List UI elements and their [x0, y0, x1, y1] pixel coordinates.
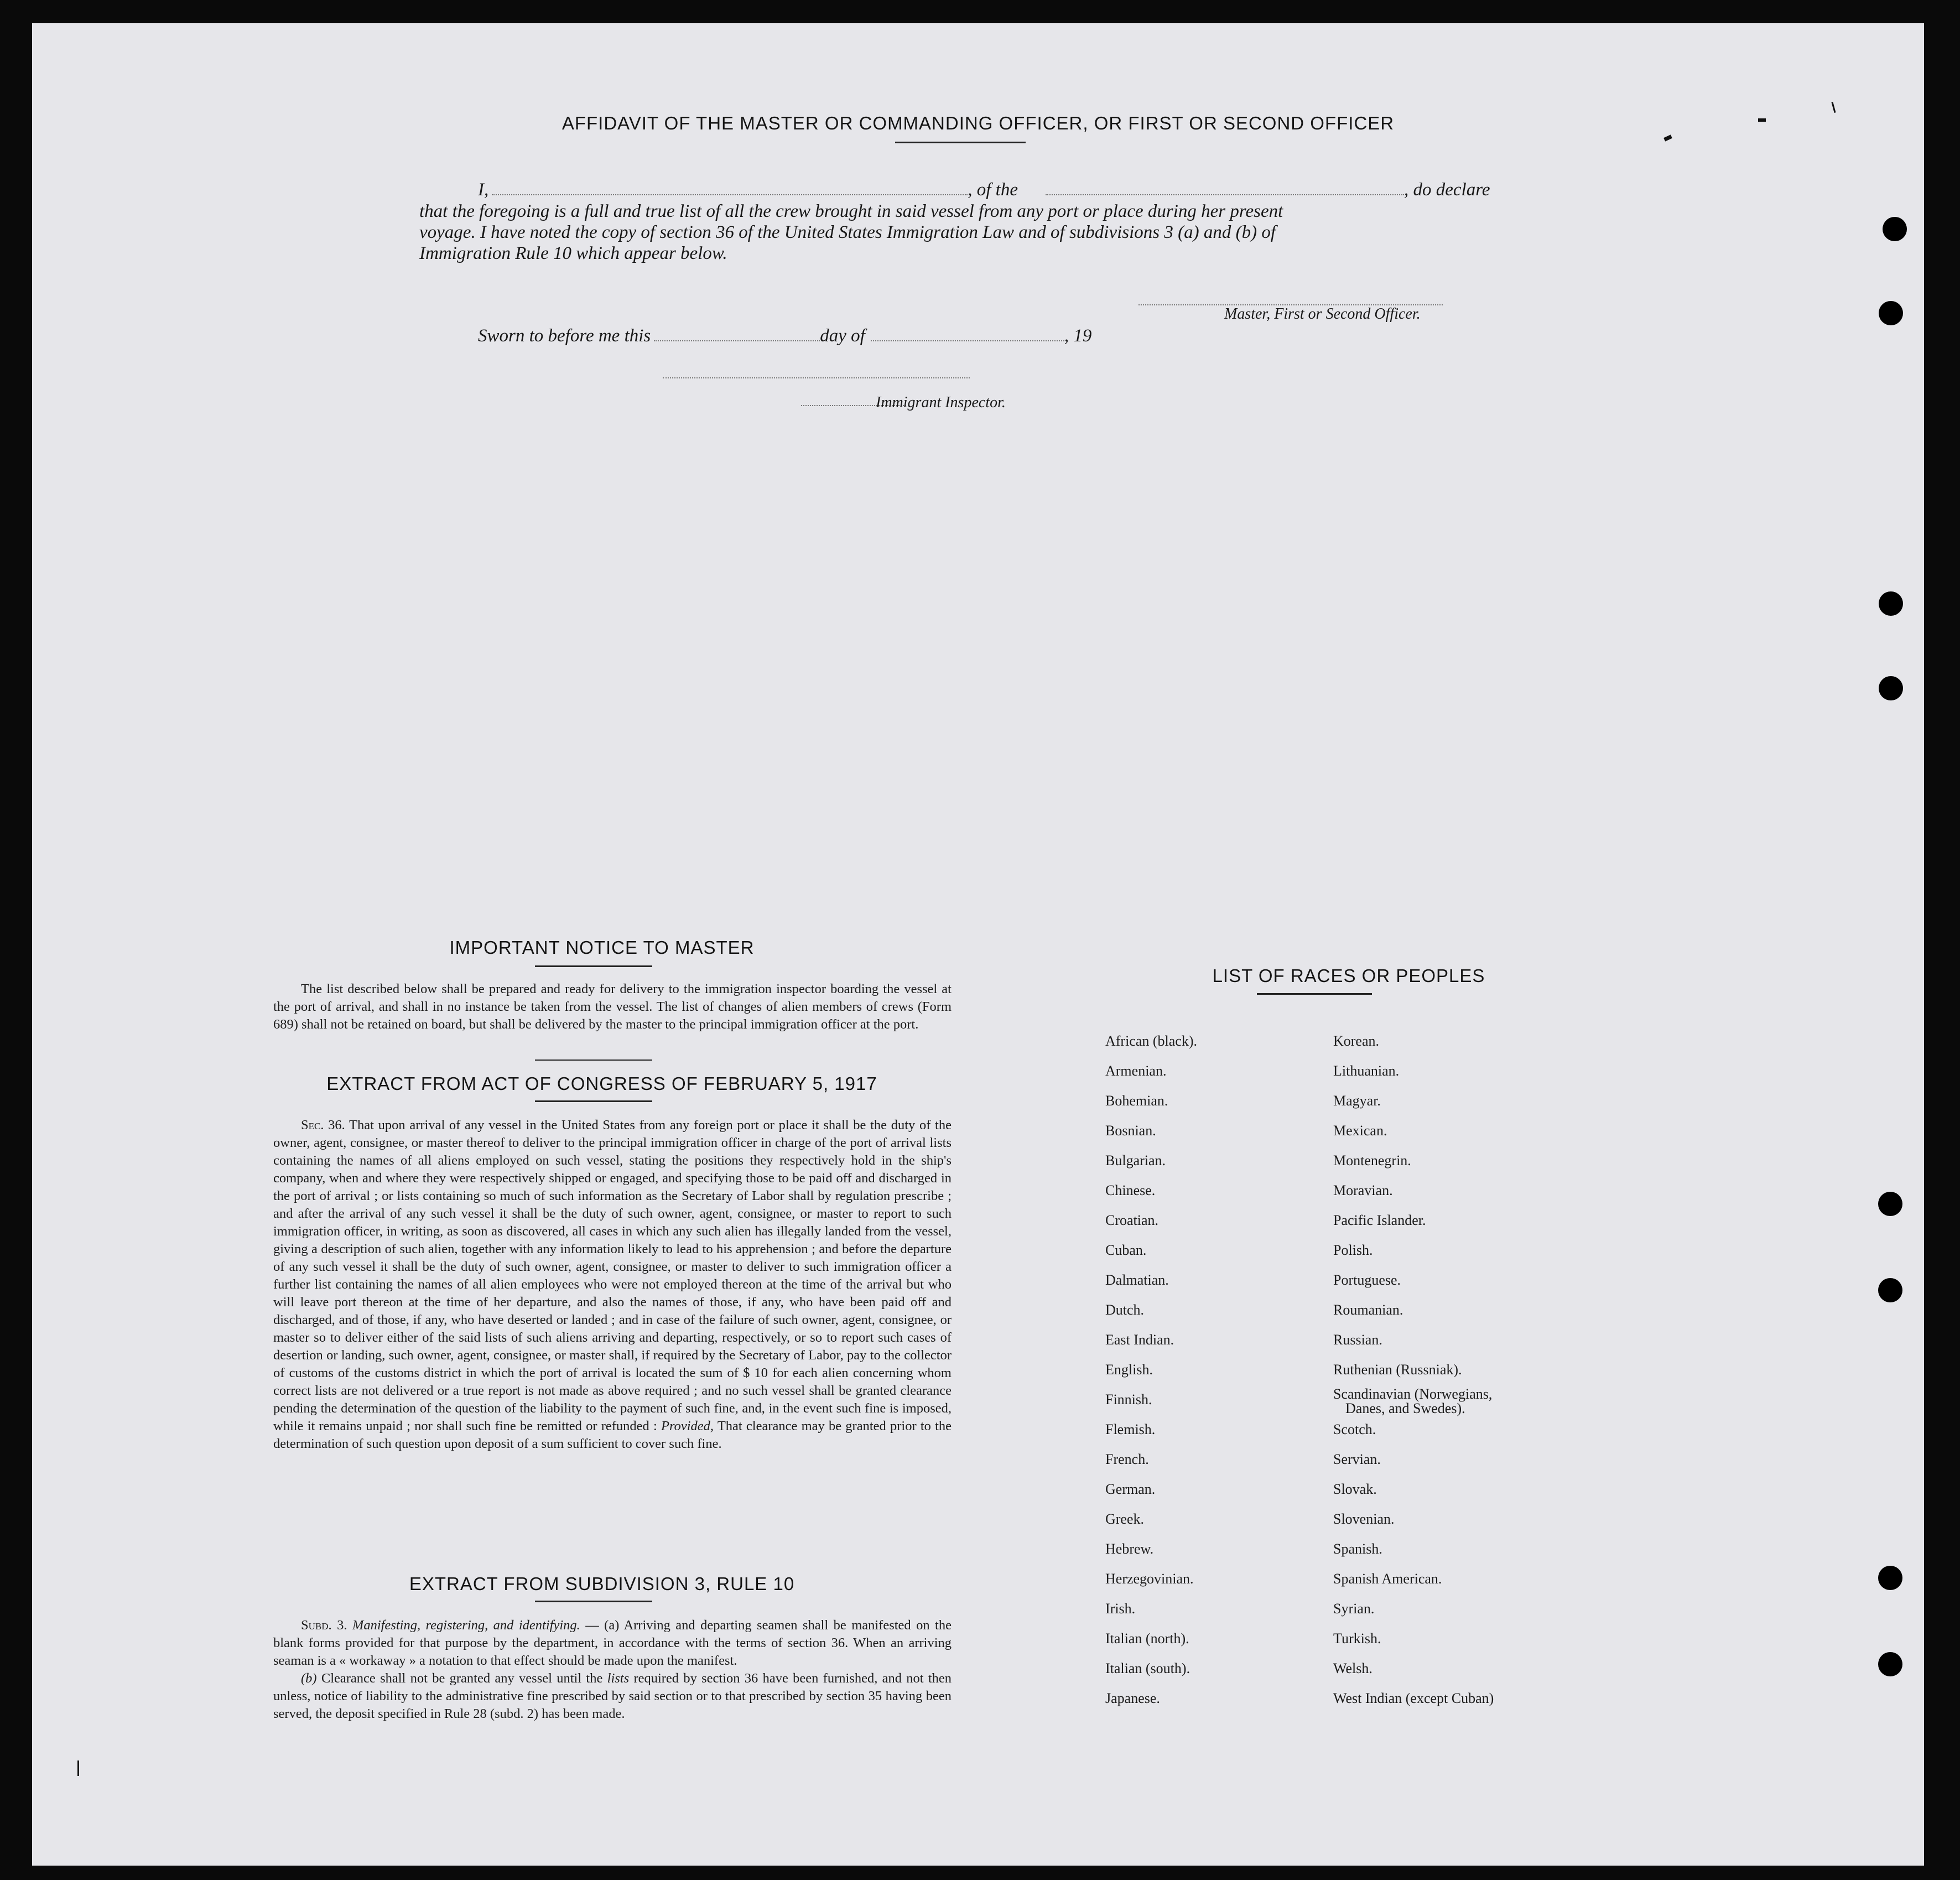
- race-item: Servian.: [1333, 1451, 1381, 1467]
- race-item: Greek.: [1105, 1511, 1145, 1527]
- vessel-blank[interactable]: [1046, 194, 1404, 195]
- subd-a-intro: — (a): [585, 1618, 620, 1633]
- subd-label: Subd.: [301, 1618, 332, 1633]
- notice-rule: [535, 965, 652, 967]
- race-item: Herzegovinian.: [1105, 1571, 1194, 1587]
- punch-hole: [1878, 1278, 1902, 1302]
- race-item: Turkish.: [1333, 1630, 1381, 1647]
- name-blank[interactable]: [492, 194, 968, 195]
- label-of-the: , of the: [968, 180, 1018, 200]
- race-item: Magyar.: [1333, 1093, 1381, 1109]
- affidavit-title: AFFIDAVIT OF THE MASTER OR COMMANDING OFFICER, OR FIRST OR SECOND OFFICER: [562, 113, 1395, 133]
- inspector-signature-line[interactable]: [663, 377, 970, 378]
- race-item: African (black).: [1105, 1033, 1198, 1049]
- title-rule: [895, 142, 1026, 143]
- race-item: German.: [1105, 1481, 1156, 1497]
- punch-hole: [1883, 217, 1907, 241]
- scan-mark: [1663, 134, 1672, 141]
- act-paragraph: [273, 1116, 952, 1453]
- race-item: Bosnian.: [1105, 1123, 1156, 1139]
- race-item: Spanish American.: [1333, 1571, 1442, 1587]
- race-item-line: Danes, and Swedes).: [1345, 1400, 1465, 1416]
- rule-rule: [535, 1601, 652, 1602]
- race-item: Moravian.: [1333, 1182, 1393, 1198]
- subd-heading: Manifesting, registering, and identifying.: [352, 1618, 580, 1633]
- scan-mark: [77, 1760, 79, 1776]
- race-item: Roumanian.: [1333, 1302, 1403, 1318]
- race-item: Hebrew.: [1105, 1541, 1154, 1557]
- act-text: [273, 1116, 952, 1453]
- document-page: [32, 23, 1924, 1866]
- act-title: EXTRACT FROM ACT OF CONGRESS OF FEBRUARY 5, 1917: [326, 1073, 877, 1094]
- race-item: Syrian.: [1333, 1601, 1375, 1617]
- affidavit-line-4: Immigration Rule 10 which appear below.: [419, 243, 727, 263]
- sworn-line: [478, 326, 1091, 346]
- act-body-b: That clearance may be granted prior to the determination of such question upon deposit of a sum sufficient to cover such fine.: [273, 1419, 952, 1451]
- label-do-declare: , do declare: [1403, 180, 1490, 200]
- subd-b-lists: lists: [607, 1671, 630, 1686]
- race-item: Slovenian.: [1333, 1511, 1395, 1527]
- races-rule: [1257, 993, 1372, 995]
- punch-hole: [1879, 591, 1903, 616]
- punch-hole: [1878, 1566, 1902, 1590]
- race-item: East Indian.: [1105, 1332, 1174, 1348]
- subd-b-label: (b): [301, 1671, 317, 1686]
- race-item: Irish.: [1105, 1601, 1136, 1617]
- year-label: , 19: [1064, 326, 1092, 346]
- affidavit-line-1: [478, 180, 1512, 200]
- subd-b-text-1: Clearance shall not be granted any vessel until the: [321, 1671, 603, 1686]
- provided-label: Provided,: [661, 1419, 714, 1434]
- sec-label: Sec. 36.: [301, 1118, 345, 1133]
- affidavit-line-3: voyage. I have noted the copy of section 36 of the United States Immigration Law and of subdivisions 3 (a) and (b) of: [419, 222, 1276, 242]
- act-rule: [535, 1100, 652, 1102]
- race-item: Montenegrin.: [1333, 1152, 1411, 1168]
- races-title: LIST OF RACES OR PEOPLES: [1212, 965, 1485, 986]
- race-item: Bohemian.: [1105, 1093, 1168, 1109]
- race-item: Portuguese.: [1333, 1272, 1401, 1288]
- race-item: English.: [1105, 1362, 1153, 1378]
- race-item: Cuban.: [1105, 1242, 1147, 1258]
- day-of-label: day of: [820, 326, 865, 346]
- notice-end-rule: [535, 1060, 652, 1061]
- label-i: I,: [478, 180, 489, 200]
- notice-text: [273, 980, 952, 1034]
- race-item: Italian (north).: [1105, 1630, 1189, 1647]
- race-item: Croatian.: [1105, 1212, 1159, 1228]
- rule-title: EXTRACT FROM SUBDIVISION 3, RULE 10: [409, 1573, 795, 1594]
- races-right-column: [1333, 1026, 1494, 1713]
- race-item: West Indian (except Cuban): [1333, 1690, 1494, 1706]
- race-item: Mexican.: [1333, 1123, 1387, 1139]
- race-item: Dalmatian.: [1105, 1272, 1169, 1288]
- master-signature-label: Master, First or Second Officer.: [1224, 305, 1421, 323]
- race-item: Dutch.: [1105, 1302, 1145, 1318]
- subd-b-paragraph: [273, 1670, 952, 1723]
- race-item: Russian.: [1333, 1332, 1382, 1348]
- race-item: French.: [1105, 1451, 1149, 1467]
- race-item: Italian (south).: [1105, 1660, 1190, 1676]
- inspector-signature-label: Immigrant Inspector.: [876, 394, 1006, 411]
- race-item: Flemish.: [1105, 1421, 1156, 1437]
- punch-hole: [1878, 1192, 1902, 1216]
- race-item: Spanish.: [1333, 1541, 1382, 1557]
- race-item: [1333, 1385, 1494, 1415]
- race-item: Bulgarian.: [1105, 1152, 1166, 1168]
- scan-mark: [1831, 102, 1836, 113]
- race-item: Scotch.: [1333, 1421, 1376, 1437]
- affidavit-line-2: that the foregoing is a full and true list of all the crew brought in said vessel from any port or place during her present: [419, 201, 1283, 221]
- race-item: Armenian.: [1105, 1063, 1167, 1079]
- rule-text: [273, 1617, 952, 1723]
- race-item: Finnish.: [1105, 1391, 1152, 1408]
- race-item: Korean.: [1333, 1033, 1380, 1049]
- race-item: Ruthenian (Russniak).: [1333, 1362, 1462, 1378]
- subd-b-text-2: required by section 36 have been furnished, and not then unless, notice of liability to the administrative fine prescribed by said section or to that prescribed by section 35 having been served, the deposit specified in Rule 28 (subd. 2) has been made.: [273, 1671, 952, 1721]
- race-item: Chinese.: [1105, 1182, 1156, 1198]
- races-left-column: [1105, 1026, 1197, 1713]
- subd-a-text: Arriving and departing seamen shall be manifested on the blank forms provided for that purpose by the department, in accordance with the terms of section 36. When an arriving seaman is a « workaway » a notation to that effect should be made upon the manifest.: [273, 1618, 952, 1668]
- act-body-a: That upon arrival of any vessel in the United States from any foreign port or place it shall be the duty of the owner, agent, consignee, or master thereof to deliver to the principal immigration officer in charge of the port of arrival lists containing the names of all aliens employed on such vessel, stating the positions they respectively hold in the ship's company, when and where they were respectively shipped or engaged, and specifying those to be paid off and discharged in the port of arrival ; or lists containing so much of such information as the Secretary of Labor shall by regulation prescribe ; and after the arrival of any such vessel it shall be the duty of such owner, agent, consignee, or master to report to such immigration officer, in writing, as soon as discovered, all cases in which any such alien has illegally landed from the vessel, giving a description of such alien, together with any information likely to lead to his apprehension ; and before the departure of any such vessel it shall be the duty of such owner, agent, consignee, or master to deliver to such immigration officer a further list containing the names of all alien employees who were not employed thereon at the time of the arrival but who will leave port thereon at the time of her departure, and also the names of those, if any, who have been paid off and discharged, and of those, if any, who have deserted or landed ; and in case of the failure of such owner, agent, consignee, or master so to deliver either of the said lists of such aliens arriving and departing, respectively, or so to report such cases of desertion or landing, such owner, agent, consignee, or master shall, if required by the Secretary of Labor, pay to the collector of customs of the customs district in which the port of arrival is located the sum of $ 10 for each alien concerning whom correct lists are not delivered or a true report is not made as above required ; and no such vessel shall be granted clearance pending the determination of the question of the liability to the payment of such fine, and, in the event such fine is imposed, while it remains unpaid ; nor shall such fine be remitted or refunded :: [273, 1118, 952, 1434]
- month-blank[interactable]: [871, 340, 1064, 341]
- notice-paragraph: The list described below shall be prepared and ready for delivery to the immigration inspector boarding the vessel at the port of arrival, and shall in no instance be taken from the vessel. The list of changes of alien members of crews (Form 689) shall not be retained on board, but shall be delivered by the master to the principal immigration officer at the port.: [273, 981, 952, 1032]
- punch-hole: [1878, 1652, 1902, 1676]
- subd-a-paragraph: [273, 1617, 952, 1670]
- race-item: Japanese.: [1105, 1690, 1160, 1706]
- race-item: Pacific Islander.: [1333, 1212, 1426, 1228]
- day-blank[interactable]: [654, 340, 820, 341]
- subd-number: 3.: [337, 1618, 347, 1633]
- punch-hole: [1879, 676, 1903, 700]
- race-item: Slovak.: [1333, 1481, 1377, 1497]
- race-item: Lithuanian.: [1333, 1063, 1400, 1079]
- notice-title: IMPORTANT NOTICE TO MASTER: [449, 937, 755, 958]
- race-item-line: Scandinavian (Norwegians,: [1333, 1386, 1493, 1402]
- punch-hole: [1879, 301, 1903, 325]
- race-item: Welsh.: [1333, 1660, 1372, 1676]
- race-item: Polish.: [1333, 1242, 1373, 1258]
- sworn-label: Sworn to before me this: [478, 326, 651, 346]
